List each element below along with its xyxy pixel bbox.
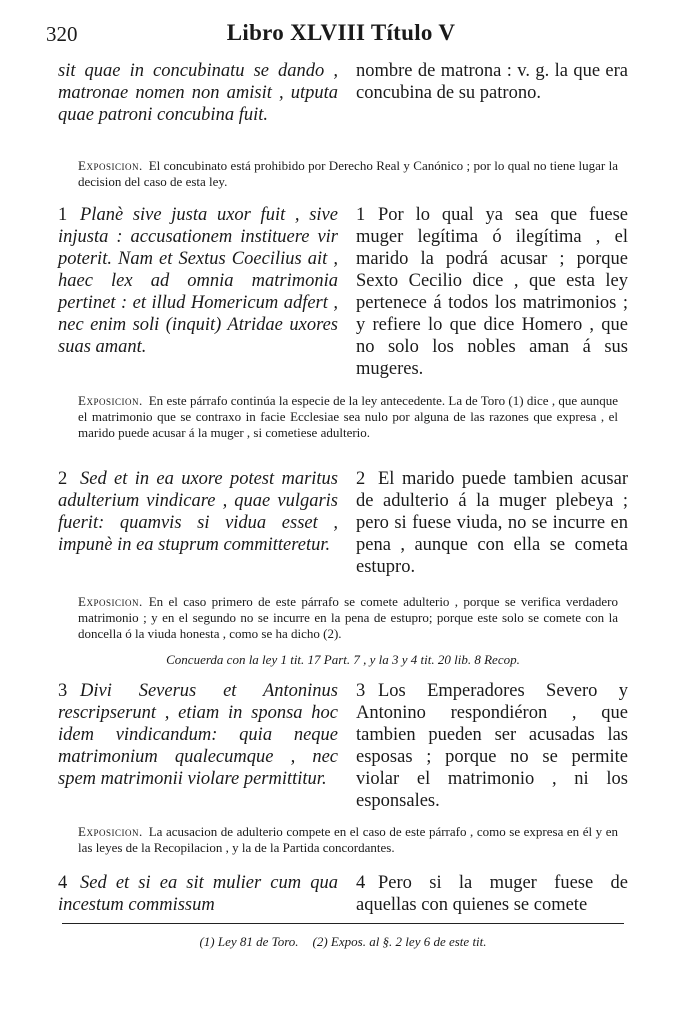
paragraph-number: 4 bbox=[58, 873, 68, 893]
paragraph-number: 2 bbox=[356, 469, 366, 489]
paragraph-number: 3 bbox=[58, 681, 68, 701]
running-title: Libro XLVIII Título V bbox=[226, 20, 456, 45]
latin-text: 1 Planè sive justa uxor fuit , sive injusta : accusationem instituere vir poterit. Nam et Sextus Coecilius ait , haec lex ad omnia matrimonia pertinet : et illud Homericum adfert , nec enim soli (inquit) Atridae uxores suas amant. bbox=[58, 205, 338, 357]
text-block-2 bbox=[58, 468, 628, 578]
exposicion-2 bbox=[78, 393, 618, 441]
latin-text: 3 Divi Severus et Antoninus rescripserunt , etiam in sponsa hoc idem vindicandum: quia neque matrimonium qualecumque , nec spem matrimonii violare permittitur. bbox=[58, 681, 338, 789]
exposicion-4 bbox=[78, 824, 618, 856]
exposicion-text: El concubinato está prohibido por Derecho Real y Canónico ; por lo qual no tiene lugar la decision del caso de esta ley. bbox=[78, 158, 618, 189]
page-number: 320 bbox=[46, 22, 78, 46]
exposicion-label: Exposicion. bbox=[78, 824, 143, 839]
text-block-continuation bbox=[58, 60, 628, 126]
page-header bbox=[46, 14, 636, 48]
spanish-text: 2 El marido puede tambien acusar de adulterio á la muger plebeya ; pero si fuese viuda, no se incurre en pena , aunque con ella se cometa estupro. bbox=[356, 469, 628, 577]
paragraph-number: 1 bbox=[356, 205, 366, 225]
latin-text: 4 Sed et si ea sit mulier cum qua incestum commissum bbox=[58, 873, 338, 915]
concordance-note: Concuerda con la ley 1 tit. 17 Part. 7 , y la 3 y 4 tit. 20 lib. 8 Recop. bbox=[166, 652, 520, 667]
footnote-2: (2) Expos. al §. 2 ley 6 de este tit. bbox=[312, 934, 487, 949]
exposicion-1 bbox=[78, 158, 618, 190]
text-block-4 bbox=[58, 872, 628, 916]
paragraph-number: 4 bbox=[356, 873, 366, 893]
spanish-text: 4 Pero si la muger fuese de aquellas con quienes se comete bbox=[356, 873, 628, 915]
exposicion-text: En este párrafo continúa la especie de la ley antecedente. La de Toro (1) dice , que aunque el matrimonio que se contraxo in facie Ecclesiae sea nulo por alguna de las razones que expresa , el marido puede acusar á la muger , si cometiese adulterio. bbox=[78, 393, 618, 440]
exposicion-label: Exposicion. bbox=[78, 393, 143, 408]
spanish-text: nombre de matrona : v. g. la que era concubina de su patrono. bbox=[356, 61, 628, 103]
spanish-text: 1 Por lo qual ya sea que fuese muger legítima ó ilegítima , el marido la podrá acusar ; porque Sexto Cecilio dice , que esta ley pertenece á todos los matrimonios ; y refiere lo que dice Homero , que no solo los nobles aman á sus mugeres. bbox=[356, 205, 628, 379]
text-block-1 bbox=[58, 204, 628, 380]
exposicion-text: La acusacion de adulterio compete en el caso de este párrafo , como se expresa en él y en las leyes de la Recopilacion , y la de la Partida concordantes. bbox=[78, 824, 618, 855]
exposicion-text: En el caso primero de este párrafo se comete adulterio , porque se verifica verdadero matrimonio ; y en el segundo no se incurre en la pena de estupro; porque este solo se comete con la doncella ó la viuda honesta , como se ha dicho (2). bbox=[78, 594, 618, 641]
spanish-text: 3 Los Emperadores Severo y Antonino respondiéron , que tambien pueden ser acusadas las esposas ; porque no se permite violar el matrimonio , ni los esponsales. bbox=[356, 681, 628, 811]
text-block-3 bbox=[58, 680, 628, 812]
exposicion-3 bbox=[78, 594, 618, 642]
exposicion-label: Exposicion. bbox=[78, 158, 143, 173]
footnote-1: (1) Ley 81 de Toro. bbox=[199, 934, 299, 949]
latin-text: sit quae in concubinatu se dando , matronae nomen non amisit , utputa quae patroni concubina fuit. bbox=[58, 61, 338, 125]
exposicion-label: Exposicion. bbox=[78, 594, 143, 609]
latin-text: 2 Sed et in ea uxore potest maritus adulterium vindicare , quae vulgaris fuerit: quamvis si vidua esset , impunè in ea stuprum committeretur. bbox=[58, 469, 338, 555]
paragraph-number: 2 bbox=[58, 469, 68, 489]
footnote-divider bbox=[62, 923, 624, 924]
paragraph-number: 1 bbox=[58, 205, 68, 225]
footnotes bbox=[58, 934, 628, 950]
paragraph-number: 3 bbox=[356, 681, 366, 701]
